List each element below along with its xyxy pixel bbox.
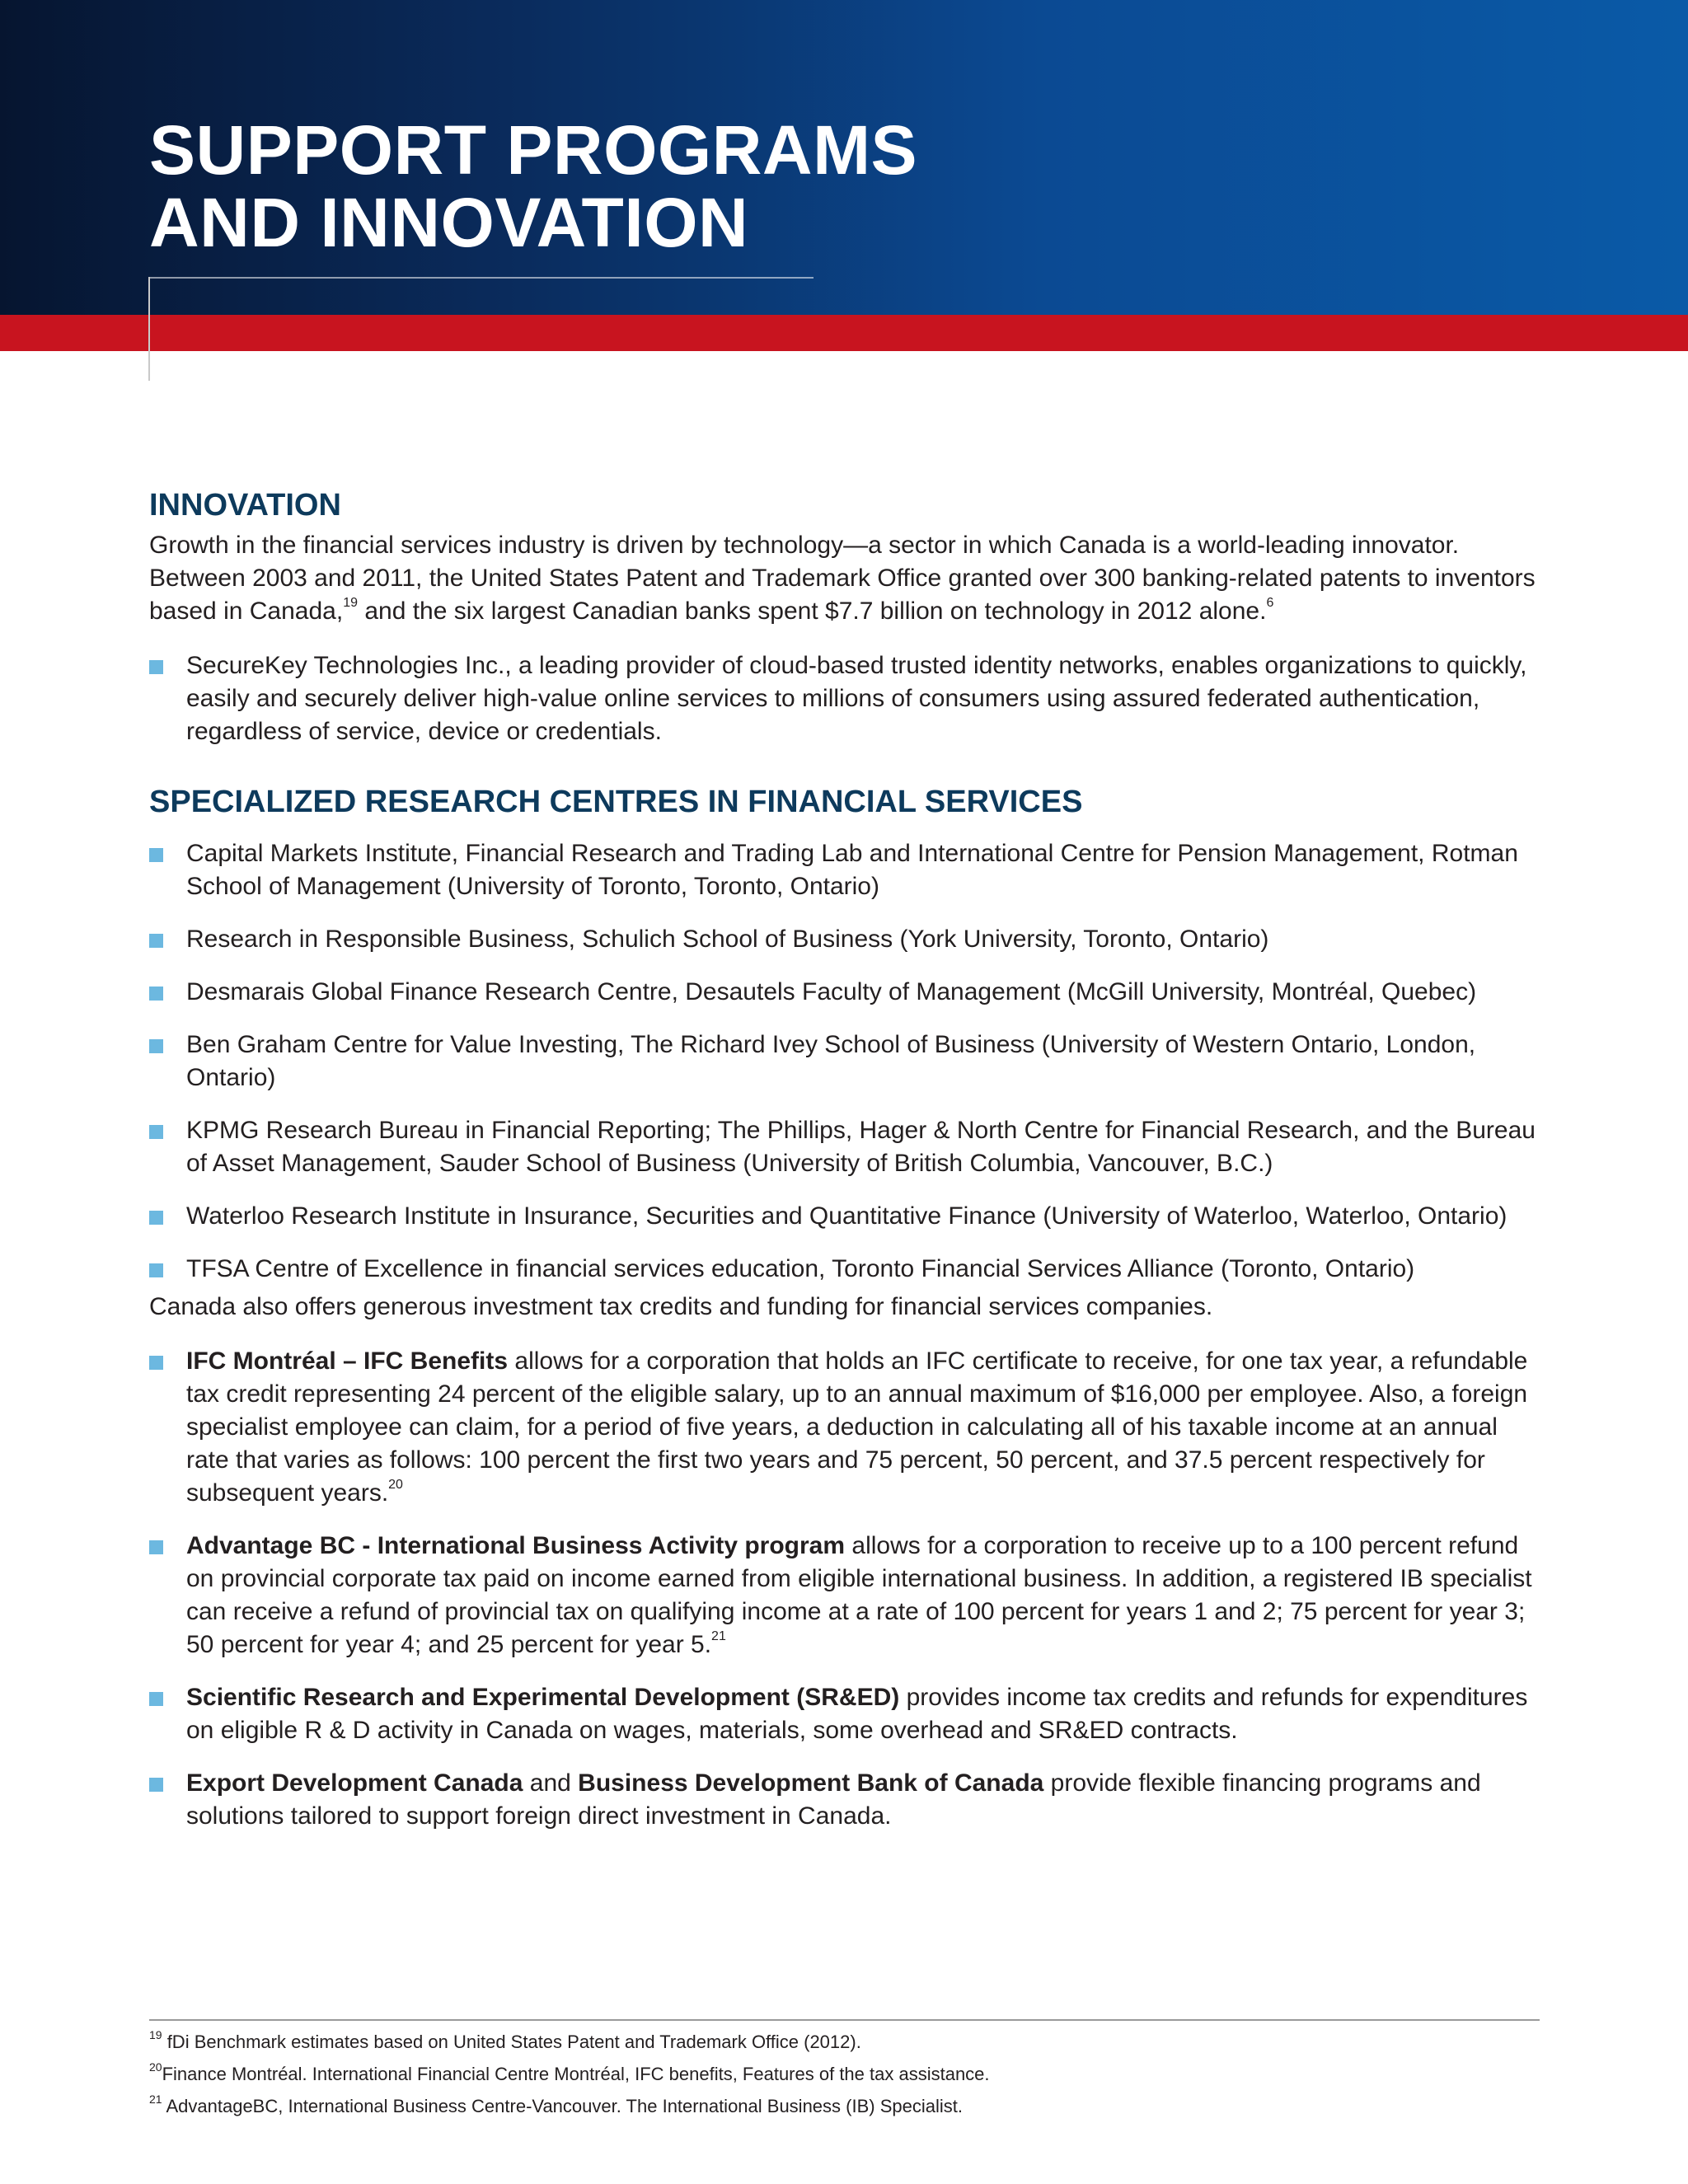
program-text-edc: provide flexible financing programs and solutions tailored to support foreign direct investment in Canada.	[186, 1769, 1481, 1830]
footnote-text: AdvantageBC, International Business Centre-Vancouver. The International Business (IB) Specialist.	[162, 2096, 963, 2116]
research-item-text: Capital Markets Institute, Financial Research and Trading Lab and International Centre for Pension Management, Rotman School of Management (University of Toronto, Toronto, Ontario)	[186, 840, 1518, 900]
research-item-text: Waterloo Research Institute in Insurance, Securities and Quantitative Finance (University of Waterloo, Waterloo, Ontario)	[186, 1202, 1507, 1230]
program-name-bdc: Business Development Bank of Canada	[578, 1769, 1044, 1797]
program-name-ifc: IFC Montréal – IFC Benefits	[186, 1347, 509, 1375]
list-item	[149, 976, 1539, 1009]
list-item	[149, 649, 1539, 748]
list-item	[149, 837, 1539, 903]
program-text-bc: allows for a corporation to receive up to a 100 percent refund on provincial corporate tax paid on income earned from eligible international business. In addition, a registered IB specialist can receive a refund of provincial tax on qualifying income at a rate of 100 percent for years 1 and 2; 75 percent for year 3; 50 percent for year 4; and 25 percent for year 5.	[186, 1532, 1532, 1658]
footnote-number: 21	[149, 2092, 162, 2106]
program-text-ifc: allows for a corporation that holds an IFC certificate to receive, for one tax year, a refundable tax credit representing 24 percent of the eligible salary, up to an annual maximum of $16,000 per employee. Also, a foreign specialist employee can claim, for a period of five years, a deduction in calculating all of his taxable income at an annual rate that varies as follows: 100 percent the first two years and 75 percent, 50 percent, and 37.5 percent respectively for subsequent years.	[186, 1347, 1528, 1507]
title-vertical-rule	[148, 277, 150, 381]
program-text-sred: provides income tax credits and refunds for expenditures on eligible R & D activity in Canada on wages, materials, some overhead and SR&ED contracts.	[186, 1684, 1528, 1744]
footnote-20	[149, 2058, 1539, 2090]
research-item-text: KPMG Research Bureau in Financial Reporting; The Phillips, Hager & North Centre for Financial Research, and the Bureau of Asset Management, Sauder School of Business (University of British Columbia, Vancouver, B.C.)	[186, 1117, 1536, 1177]
list-item	[149, 1345, 1539, 1510]
footnote-21	[149, 2090, 1539, 2122]
bullet-square-icon	[149, 934, 163, 948]
page-title-line-2: AND INNOVATION	[149, 184, 749, 261]
list-item	[149, 1114, 1539, 1180]
footnote-number: 20	[149, 2060, 162, 2074]
footnote-number: 19	[149, 2027, 162, 2041]
research-centres-list	[149, 837, 1539, 1286]
list-item	[149, 1029, 1539, 1094]
list-item	[149, 1253, 1539, 1286]
bullet-square-icon	[149, 660, 163, 674]
main-content	[149, 486, 1539, 1833]
research-item-text: Ben Graham Centre for Value Investing, The Richard Ivey School of Business (University of Western Ontario, London, Ontario)	[186, 1031, 1476, 1091]
program-name-bc: Advantage BC - International Business Activity program	[186, 1532, 846, 1559]
page-title-line-1: SUPPORT PROGRAMS	[149, 111, 918, 189]
research-item-text: Desmarais Global Finance Research Centre, Desautels Faculty of Management (McGill University, Montréal, Quebec)	[186, 978, 1477, 1005]
page-title	[149, 111, 918, 261]
securekey-text: SecureKey Technologies Inc., a leading provider of cloud-based trusted identity networks, enables organizations to quickly, easily and securely deliver high-value online services to millions of consumers using assured federated authentication, regardless of service, device or credentials.	[186, 652, 1527, 745]
innovation-paragraph	[149, 529, 1539, 628]
programs-list	[149, 1345, 1539, 1833]
header-red-stripe	[0, 315, 1688, 351]
bullet-square-icon	[149, 1039, 163, 1053]
bullet-square-icon	[149, 1263, 163, 1277]
bullet-square-icon	[149, 1356, 163, 1370]
footnote-text: Finance Montréal. International Financial Centre Montréal, IFC benefits, Features of the tax assistance.	[162, 2064, 990, 2084]
list-item	[149, 1200, 1539, 1233]
bullet-square-icon	[149, 1125, 163, 1139]
research-item-text: TFSA Centre of Excellence in financial services education, Toronto Financial Services Alliance (Toronto, Ontario)	[186, 1255, 1415, 1282]
footnote-ref-19: 19	[343, 596, 358, 610]
bullet-square-icon	[149, 987, 163, 1001]
tax-credits-intro: Canada also offers generous investment tax credits and funding for financial services companies.	[149, 1293, 1213, 1320]
program-name-sred: Scientific Research and Experimental Development (SR&ED)	[186, 1684, 900, 1711]
footnote-19	[149, 2026, 1539, 2058]
program-connector: and	[523, 1769, 579, 1797]
footnote-ref-6: 6	[1266, 596, 1274, 610]
footnote-divider	[149, 2019, 1540, 2021]
bullet-square-icon	[149, 1540, 163, 1554]
program-name-edc: Export Development Canada	[186, 1769, 523, 1797]
footnote-ref-21: 21	[711, 1629, 726, 1643]
innovation-text-1: Growth in the financial services industry is driven by technology—a sector in which Canada is a world-leading innovator. Between 2003 and 2011, the United States Patent and Trademark Office granted over 300 banking-related patents to inventors based in Canada,	[149, 532, 1536, 625]
footnotes	[149, 2026, 1539, 2122]
list-item	[149, 923, 1539, 956]
footnote-text: fDi Benchmark estimates based on United States Patent and Trademark Office (2012).	[162, 2032, 861, 2052]
footnote-ref-20: 20	[388, 1478, 403, 1492]
research-heading: SPECIALIZED RESEARCH CENTRES IN FINANCIAL SERVICES	[149, 785, 1083, 819]
list-item	[149, 1681, 1539, 1747]
innovation-bullet-list	[149, 649, 1539, 748]
bullet-square-icon	[149, 1211, 163, 1225]
title-underline	[149, 277, 814, 279]
bullet-square-icon	[149, 1692, 163, 1706]
innovation-text-2: and the six largest Canadian banks spent $7.7 billion on technology in 2012 alone.	[357, 598, 1267, 625]
innovation-heading: INNOVATION	[149, 488, 341, 523]
bullet-square-icon	[149, 1778, 163, 1792]
list-item	[149, 1530, 1539, 1661]
bullet-square-icon	[149, 848, 163, 862]
list-item	[149, 1767, 1539, 1833]
research-item-text: Research in Responsible Business, Schulich School of Business (York University, Toronto, Ontario)	[186, 926, 1269, 953]
